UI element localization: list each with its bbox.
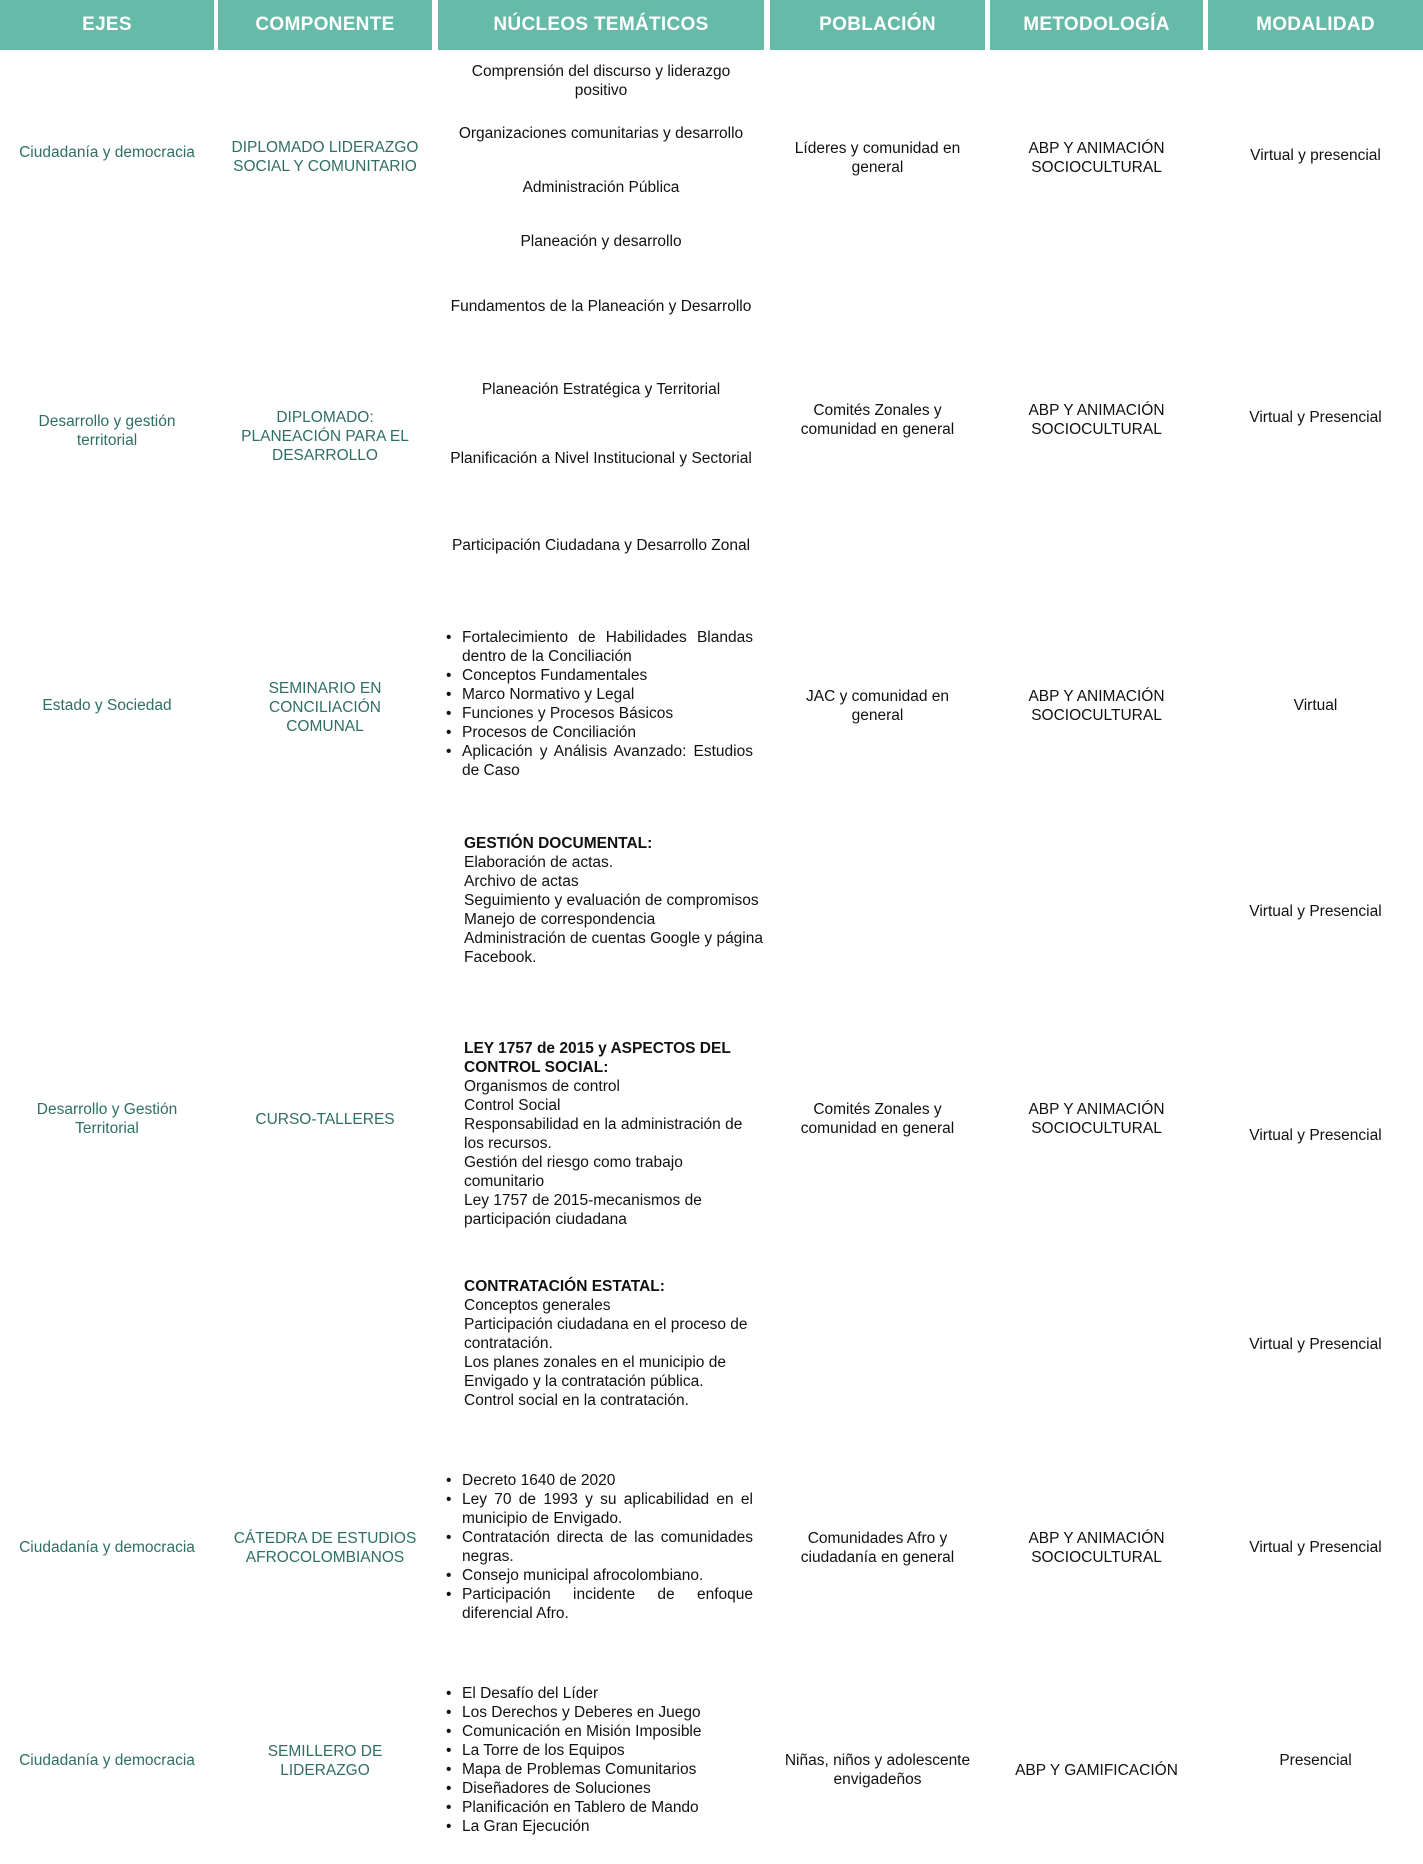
row1-nucleo-1: Comprensión del discurso y liderazgo positivo xyxy=(471,63,731,99)
row2-metodologia: ABP Y ANIMACIÓN SOCIOCULTURAL xyxy=(1028,402,1165,438)
row1-metodologia: ABP Y ANIMACIÓN SOCIOCULTURAL xyxy=(1028,140,1165,176)
row3-eje: Estado y Sociedad xyxy=(42,696,172,714)
row4-block3-modalidad: Virtual y Presencial xyxy=(1249,1335,1382,1353)
list-item: • La Gran Ejecución xyxy=(462,1817,753,1836)
row3-metodologia: ABP Y ANIMACIÓN SOCIOCULTURAL xyxy=(1028,688,1165,724)
block-line: Seguimiento y evaluación de compromisos xyxy=(464,892,759,909)
block-line: Participación ciudadana en el proceso de contratación. xyxy=(464,1316,748,1352)
block-title: CONTRATACIÓN ESTATAL: xyxy=(464,1278,665,1295)
row4-componente: CURSO-TALLERES xyxy=(255,1110,395,1128)
list-item: • Los Derechos y Deberes en Juego xyxy=(462,1703,753,1722)
block-line: Los planes zonales en el municipio de Envigado y la contratación pública. xyxy=(464,1354,726,1390)
row6-eje: Ciudadanía y democracia xyxy=(19,1751,195,1769)
block-line: Administración de cuentas Google y página Facebook. xyxy=(464,930,763,966)
row2-poblacion: Comités Zonales y comunidad en general xyxy=(800,402,955,438)
row2-nucleo-4: Participación Ciudadana y Desarrollo Zonal xyxy=(451,537,751,554)
row6-componente: SEMILLERO DE LIDERAZGO xyxy=(267,1743,383,1779)
row1-nucleo-3: Administración Pública xyxy=(522,179,680,196)
header-nucleos: NÚCLEOS TEMÁTICOS xyxy=(438,0,764,50)
row5-metodologia: ABP Y ANIMACIÓN SOCIOCULTURAL xyxy=(1028,1530,1165,1566)
row5-componente: CÁTEDRA DE ESTUDIOS AFROCOLOMBIANOS xyxy=(233,1530,417,1566)
row4-block-contratacion xyxy=(464,1277,764,1410)
row4-block2-modalidad: Virtual y Presencial xyxy=(1249,1126,1382,1144)
block-title: GESTIÓN DOCUMENTAL: xyxy=(464,835,653,852)
list-item: • Funciones y Procesos Básicos xyxy=(462,704,753,723)
row6-modalidad: Presencial xyxy=(1279,1751,1352,1769)
row2-nucleo-3: Planificación a Nivel Institucional y Sectorial xyxy=(450,450,752,467)
list-item: • Contratación directa de las comunidades negras. xyxy=(462,1528,753,1566)
block-line: Control social en la contratación. xyxy=(464,1392,689,1409)
row1-nucleo-4: Planeación y desarrollo xyxy=(520,233,682,250)
header-poblacion: POBLACIÓN xyxy=(770,0,985,50)
list-item: • Participación incidente de enfoque diferencial Afro. xyxy=(462,1585,753,1623)
row4-block-ley-1757 xyxy=(464,1039,764,1229)
list-item: • Marco Normativo y Legal xyxy=(462,685,753,704)
row5-poblacion: Comunidades Afro y ciudadanía en general xyxy=(800,1530,955,1566)
row6-nucleos-list xyxy=(440,1684,753,1836)
list-item: • Conceptos Fundamentales xyxy=(462,666,753,685)
list-item: • Comunicación en Misión Imposible xyxy=(462,1722,753,1741)
row4-poblacion: Comités Zonales y comunidad en general xyxy=(800,1101,955,1137)
block-line: Conceptos generales xyxy=(464,1297,611,1314)
block-line: Elaboración de actas. xyxy=(464,854,614,871)
header-ejes: EJES xyxy=(0,0,214,50)
list-item: • Planificación en Tablero de Mando xyxy=(462,1798,753,1817)
row3-poblacion: JAC y comunidad en general xyxy=(805,688,950,724)
row4-eje: Desarrollo y Gestión Territorial xyxy=(36,1101,178,1137)
block-line: Ley 1757 de 2015-mecanismos de participación ciudadana xyxy=(464,1192,702,1228)
list-item: • Diseñadores de Soluciones xyxy=(462,1779,753,1798)
row1-poblacion: Líderes y comunidad en general xyxy=(794,140,961,176)
block-line: Archivo de actas xyxy=(464,873,579,890)
row3-modalidad: Virtual xyxy=(1293,696,1338,714)
header-modalidad: MODALIDAD xyxy=(1208,0,1423,50)
list-item: • La Torre de los Equipos xyxy=(462,1741,753,1760)
header-metodologia: METODOLOGÍA xyxy=(990,0,1203,50)
row3-nucleos-list xyxy=(440,628,753,780)
row6-poblacion: Niñas, niños y adolescente envigadeños xyxy=(784,1752,971,1788)
list-item: • Aplicación y Análisis Avanzado: Estudios de Caso xyxy=(462,742,753,780)
list-item: • Ley 70 de 1993 y su aplicabilidad en el municipio de Envigado. xyxy=(462,1490,753,1528)
row5-nucleos-list xyxy=(440,1471,753,1623)
row5-modalidad: Virtual y Presencial xyxy=(1249,1538,1382,1556)
list-item: • El Desafío del Líder xyxy=(462,1684,753,1703)
block-line: Control Social xyxy=(464,1097,561,1114)
row2-nucleo-2: Planeación Estratégica y Territorial xyxy=(481,381,721,398)
row2-nucleo-1: Fundamentos de la Planeación y Desarrollo xyxy=(450,298,752,315)
row1-componente: DIPLOMADO LIDERAZGO SOCIAL Y COMUNITARIO xyxy=(231,139,419,175)
list-item: • Fortalecimiento de Habilidades Blandas dentro de la Conciliación xyxy=(462,628,753,666)
block-line: Manejo de correspondencia xyxy=(464,911,656,928)
row2-modalidad: Virtual y Presencial xyxy=(1249,408,1382,426)
list-item: • Mapa de Problemas Comunitarios xyxy=(462,1760,753,1779)
row3-componente: SEMINARIO EN CONCILIACIÓN COMUNAL xyxy=(268,679,382,735)
row2-componente: DIPLOMADO: PLANEACIÓN PARA EL DESARROLLO xyxy=(241,408,409,464)
row2-eje: Desarrollo y gestión territorial xyxy=(38,413,176,449)
row5-eje: Ciudadanía y democracia xyxy=(19,1538,195,1556)
row4-metodologia: ABP Y ANIMACIÓN SOCIOCULTURAL xyxy=(1028,1101,1165,1137)
row1-nucleo-2: Organizaciones comunitarias y desarrollo xyxy=(458,125,744,142)
row6-metodologia: ABP Y GAMIFICACIÓN xyxy=(1015,1761,1178,1779)
row1-modalidad: Virtual y presencial xyxy=(1250,146,1381,164)
list-item: • Procesos de Conciliación xyxy=(462,723,753,742)
row4-block1-modalidad: Virtual y Presencial xyxy=(1249,902,1382,920)
block-title: LEY 1757 de 2015 y ASPECTOS DEL CONTROL SOCIAL: xyxy=(464,1040,731,1076)
list-item: • Consejo municipal afrocolombiano. xyxy=(462,1566,753,1585)
row4-block-gestion-documental xyxy=(464,834,764,967)
block-line: Gestión del riesgo como trabajo comunitario xyxy=(464,1154,683,1190)
row1-eje: Ciudadanía y democracia xyxy=(19,143,195,161)
block-line: Organismos de control xyxy=(464,1078,620,1095)
list-item: • Decreto 1640 de 2020 xyxy=(462,1471,753,1490)
header-componente: COMPONENTE xyxy=(218,0,432,50)
block-line: Responsabilidad en la administración de los recursos. xyxy=(464,1116,743,1152)
